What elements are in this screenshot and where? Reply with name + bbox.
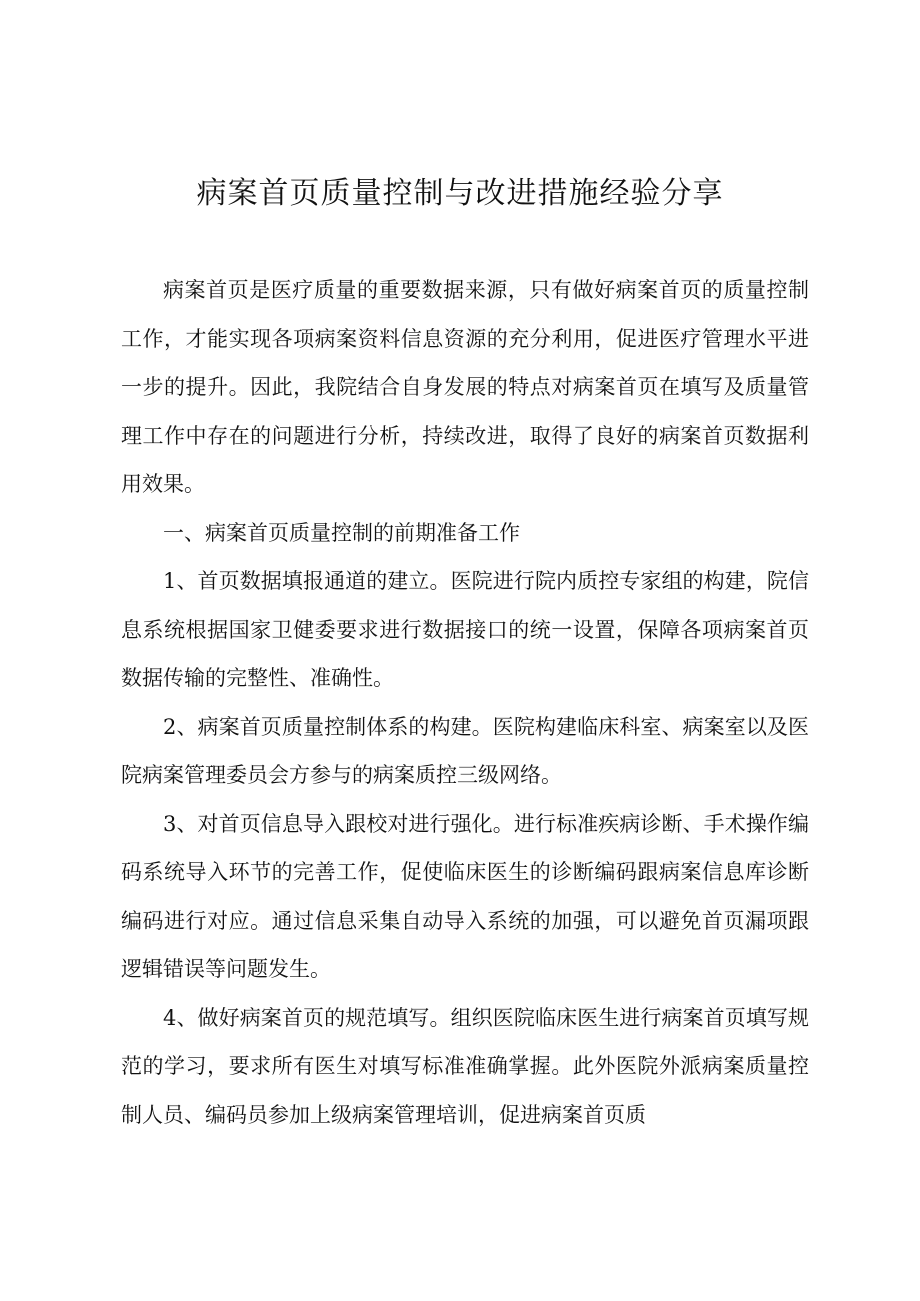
paragraph-item-2: 2、病案首页质量控制体系的构建。医院构建临床科室、病案室以及医院病案管理委员会方参与的病案质控三级网络。 <box>121 714 809 787</box>
section-heading-1: 一、病案首页质量控制的前期准备工作 <box>163 520 520 545</box>
document-body <box>121 266 809 1139</box>
paragraph-item-3: 3、对首页信息导入跟校对进行强化。进行标准疾病诊断、手术操作编码系统导入环节的完善工作，促使临床医生的诊断编码跟病案信息库诊断编码进行对应。通过信息采集自动导入系统的加强，可以避免首页漏项跟逻辑错误等问题发生。 <box>121 811 809 981</box>
paragraph-intro: 病案首页是医疗质量的重要数据来源，只有做好病案首页的质量控制工作，才能实现各项病案资料信息资源的充分利用，促进医疗管理水平进一步的提升。因此，我院结合自身发展的特点对病案首页在填写及质量管理工作中存在的问题进行分析，持续改进，取得了良好的病案首页数据利用效果。 <box>121 278 809 496</box>
paragraph-item-1: 1、首页数据填报通道的建立。医院进行院内质控专家组的构建，院信息系统根据国家卫健委要求进行数据接口的统一设置，保障各项病案首页数据传输的完整性、准确性。 <box>121 569 809 690</box>
paragraph-item-4: 4、做好病案首页的规范填写。组织医院临床医生进行病案首页填写规范的学习，要求所有医生对填写标准准确掌握。此外医院外派病案质量控制人员、编码员参加上级病案管理培训，促进病案首页质 <box>121 1005 809 1127</box>
document-title: 病案首页质量控制与改进措施经验分享 <box>196 176 724 211</box>
